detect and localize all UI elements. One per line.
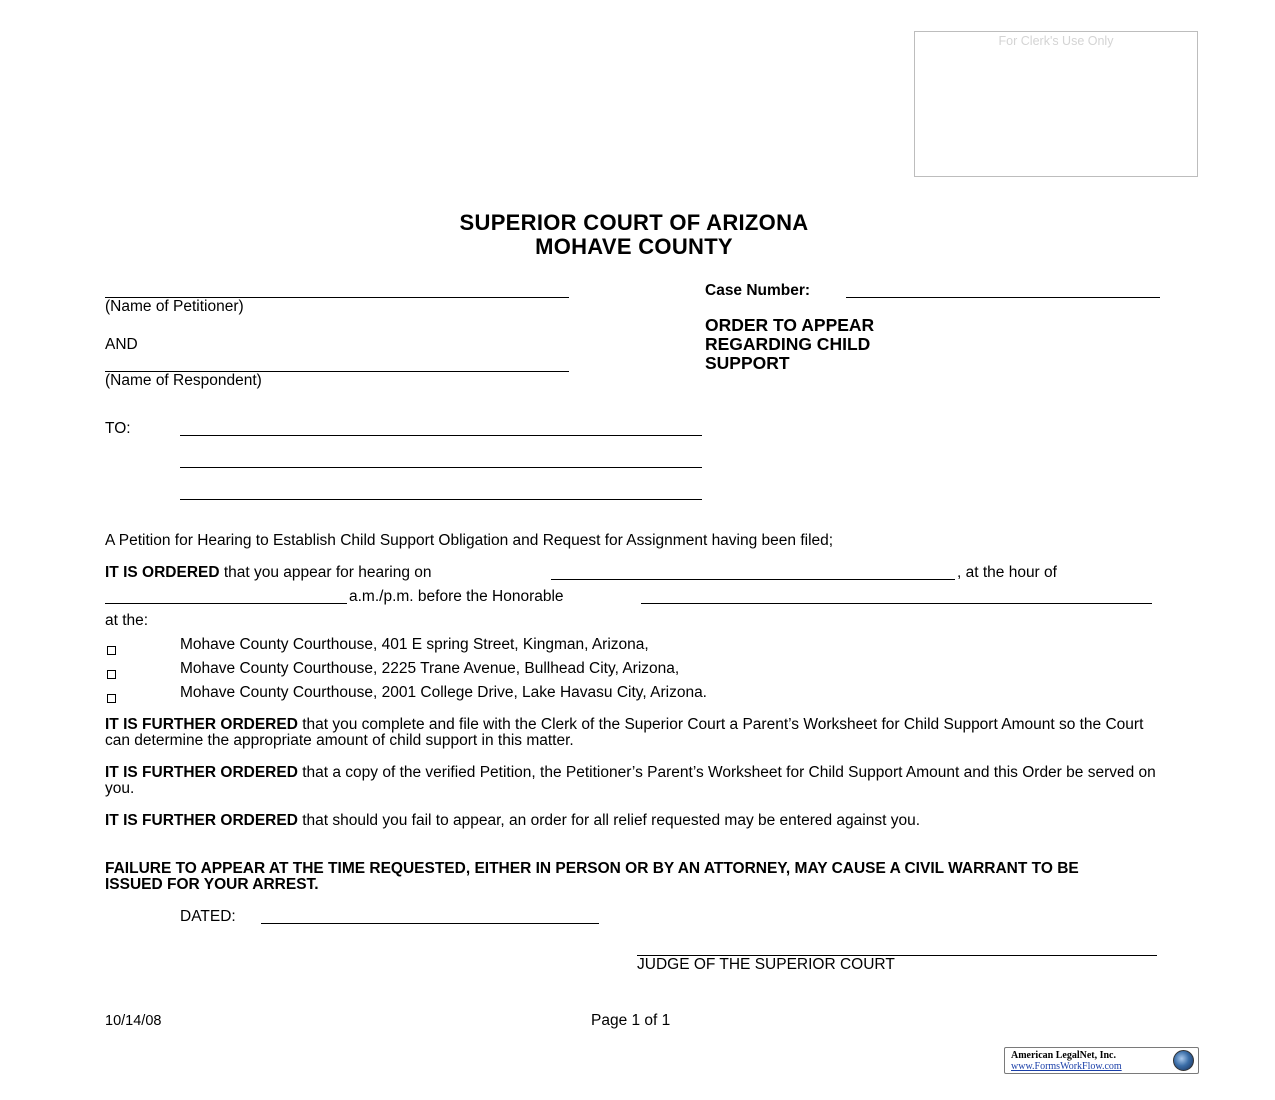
petitioner-label: (Name of Petitioner) [105,298,244,315]
court-name: SUPERIOR COURT OF ARIZONA [459,210,809,235]
dated-line[interactable] [261,923,599,924]
location-checkbox-bullhead[interactable] [107,666,116,684]
further-text: that should you fail to appear, an order for all relief requested may be entered against you. [297,812,921,829]
to-line-1[interactable] [180,435,702,436]
location-checkbox-havasu[interactable] [107,690,116,708]
further-text: that you complete and file with the Clerk of the Superior Court a Parent’s Worksheet for Child Support Amount so the Court can determine the appropriate amount of child support in this matter. [105,716,1144,749]
order-text-2: , at the hour of [957,564,1057,581]
further-bold: IT IS FURTHER ORDERED [105,764,298,781]
document-title-line2: REGARDING CHILD [705,334,871,354]
location-havasu: Mohave County Courthouse, 2001 College Drive, Lake Havasu City, Arizona. [180,684,707,701]
county-name: MOHAVE COUNTY [535,234,733,259]
further-order-worksheet [105,717,1165,749]
location-kingman: Mohave County Courthouse, 401 E spring Street, Kingman, Arizona, [180,636,649,653]
clerk-use-box [914,31,1198,177]
location-checkbox-kingman[interactable] [107,642,116,660]
ampm-text: a.m./p.m. before the Honorable [349,588,564,605]
respondent-label: (Name of Respondent) [105,372,262,389]
and-label: AND [105,336,138,353]
document-title-line1: ORDER TO APPEAR [705,315,875,335]
logo-url[interactable]: www.FormsWorkFlow.com [1011,1061,1122,1072]
further-bold: IT IS FURTHER ORDERED [105,812,298,829]
further-order-default [105,813,1165,829]
warrant-warning: FAILURE TO APPEAR AT THE TIME REQUESTED, EITHER IN PERSON OR BY AN ATTORNEY, MAY CAUSE A CIVIL WARRANT TO BE ISSUED FOR YOUR ARREST. [105,860,1079,893]
order-bold: IT IS ORDERED [105,564,220,581]
document-title-line3: SUPPORT [705,353,790,373]
order-hearing-line [105,564,432,582]
globe-icon [1173,1050,1194,1071]
hearing-date-line[interactable] [551,579,955,580]
location-bullhead: Mohave County Courthouse, 2225 Trane Avenue, Bullhead City, Arizona, [180,660,680,677]
further-bold: IT IS FURTHER ORDERED [105,716,298,733]
case-number-line[interactable] [846,297,1160,298]
petition-statement: A Petition for Hearing to Establish Child Support Obligation and Request for Assignment having been filed; [105,532,834,549]
dated-label: DATED: [180,908,236,925]
form-date: 10/14/08 [105,1013,162,1029]
to-label: TO: [105,420,131,437]
to-line-3[interactable] [180,499,702,500]
judge-name-line[interactable] [641,603,1152,604]
clerk-use-label: For Clerk's Use Only [998,34,1114,48]
order-text-1: that you appear for hearing on [219,564,432,581]
further-order-service [105,765,1165,797]
at-the-label: at the: [105,612,149,629]
logo-company-name: American LegalNet, Inc. [1011,1050,1116,1061]
hearing-time-line[interactable] [105,603,347,604]
to-line-2[interactable] [180,467,702,468]
judge-signature-label: JUDGE OF THE SUPERIOR COURT [637,956,895,973]
forms-workflow-logo[interactable] [1004,1047,1199,1074]
case-number-label: Case Number: [705,282,811,299]
further-text: that a copy of the verified Petition, the Petitioner’s Parent’s Worksheet for Child Support Amount and this Order be served on you. [105,764,1156,797]
page-number: Page 1 of 1 [591,1012,671,1029]
